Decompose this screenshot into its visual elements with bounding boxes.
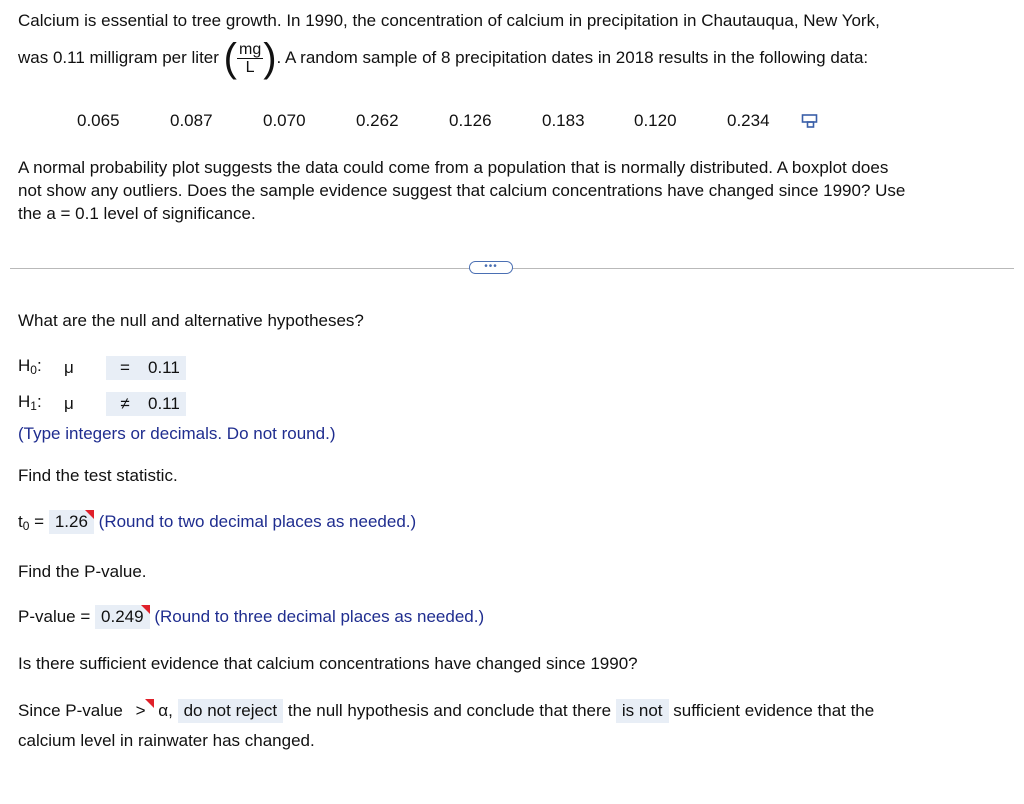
h1-parameter[interactable]: μ bbox=[58, 392, 90, 416]
paragraph-line-3: the a = 0.1 level of significance. bbox=[18, 204, 256, 223]
conclusion-end: sufficient evidence that the bbox=[673, 701, 875, 720]
data-value: 0.183 bbox=[542, 111, 585, 130]
h0-label: $H_0$: bbox=[18, 356, 42, 377]
conclusion-mid: the null hypothesis and conclude that there bbox=[287, 701, 612, 720]
pvalue-label: P-value = bbox=[18, 607, 91, 626]
conclusion-question: Is there sufficient evidence that calcium concentrations have changed since 1990? bbox=[18, 654, 638, 673]
pvalue-question: Find the P-value. bbox=[18, 562, 147, 581]
problem-line-2-start: was 0.11 milligram per liter bbox=[18, 48, 219, 67]
test-stat-question: Find the test statistic. bbox=[18, 466, 178, 485]
test-stat-label: $t_0$ bbox=[18, 512, 30, 533]
h1-row bbox=[18, 392, 180, 418]
data-value: 0.087 bbox=[170, 111, 213, 130]
problem-line-2-end: . A random sample of 8 precipitation dates in 2018 results in the following data: bbox=[276, 48, 869, 67]
unit-numerator: mg bbox=[238, 40, 262, 58]
data-value: 0.070 bbox=[263, 111, 306, 130]
test-stat-answer[interactable]: 1.26 bbox=[49, 510, 94, 534]
hypotheses-question: What are the null and alternative hypotheses? bbox=[18, 311, 364, 330]
unit-fraction bbox=[237, 41, 263, 76]
test-stat-row bbox=[18, 510, 416, 534]
data-value: 0.126 bbox=[449, 111, 492, 130]
test-stat-hint: (Round to two decimal places as needed.) bbox=[98, 512, 417, 531]
h0-subscript: 0 bbox=[30, 363, 37, 377]
conclusion-decision[interactable]: do not reject bbox=[178, 699, 284, 723]
data-value: 0.234 bbox=[727, 111, 770, 130]
pvalue-hint: (Round to three decimal places as needed.) bbox=[154, 607, 485, 626]
pvalue-answer[interactable]: 0.249 bbox=[95, 605, 150, 629]
h1-subscript: 1 bbox=[30, 399, 37, 413]
expand-more-button[interactable]: ••• bbox=[469, 261, 513, 274]
conclusion-line-2: calcium level in rainwater has changed. bbox=[18, 731, 315, 750]
conclusion-since: Since P-value bbox=[18, 701, 123, 720]
left-paren: ( bbox=[223, 36, 237, 80]
conclusion-line-1 bbox=[18, 699, 874, 723]
data-value: 0.065 bbox=[77, 111, 120, 130]
h0-parameter[interactable]: μ bbox=[58, 356, 90, 380]
pvalue-row bbox=[18, 605, 484, 629]
h1-operator[interactable]: ≠ bbox=[106, 392, 144, 416]
h0-row bbox=[18, 356, 180, 382]
right-paren: ) bbox=[263, 36, 277, 80]
problem-line-2 bbox=[18, 38, 868, 84]
test-stat-equals: = bbox=[34, 512, 45, 531]
paragraph-line-1: A normal probability plot suggests the data could come from a population that is normally distributed. A boxplot does bbox=[18, 158, 889, 177]
test-stat-subscript: 0 bbox=[22, 519, 30, 533]
hypotheses-hint: (Type integers or decimals. Do not round.) bbox=[18, 424, 336, 443]
conclusion-evidence[interactable]: is not bbox=[616, 699, 669, 723]
h1-label: $H_1$: bbox=[18, 392, 42, 413]
h1-value[interactable]: 0.11 bbox=[142, 392, 186, 416]
unit-denominator: L bbox=[245, 58, 255, 76]
copy-data-icon[interactable] bbox=[801, 113, 819, 129]
conclusion-alpha: α, bbox=[158, 701, 173, 720]
problem-line-1: Calcium is essential to tree growth. In 1990, the concentration of calcium in precipitation in Chautauqua, New York, bbox=[18, 11, 880, 30]
paragraph-line-2: not show any outliers. Does the sample evidence suggest that calcium concentrations have changed since 1990? Use bbox=[18, 181, 906, 200]
conclusion-operator[interactable]: > bbox=[128, 699, 154, 723]
data-value: 0.262 bbox=[356, 111, 399, 130]
h0-operator[interactable]: = bbox=[106, 356, 144, 380]
h0-value[interactable]: 0.11 bbox=[142, 356, 186, 380]
data-values-row bbox=[0, 111, 1024, 133]
data-value: 0.120 bbox=[634, 111, 677, 130]
